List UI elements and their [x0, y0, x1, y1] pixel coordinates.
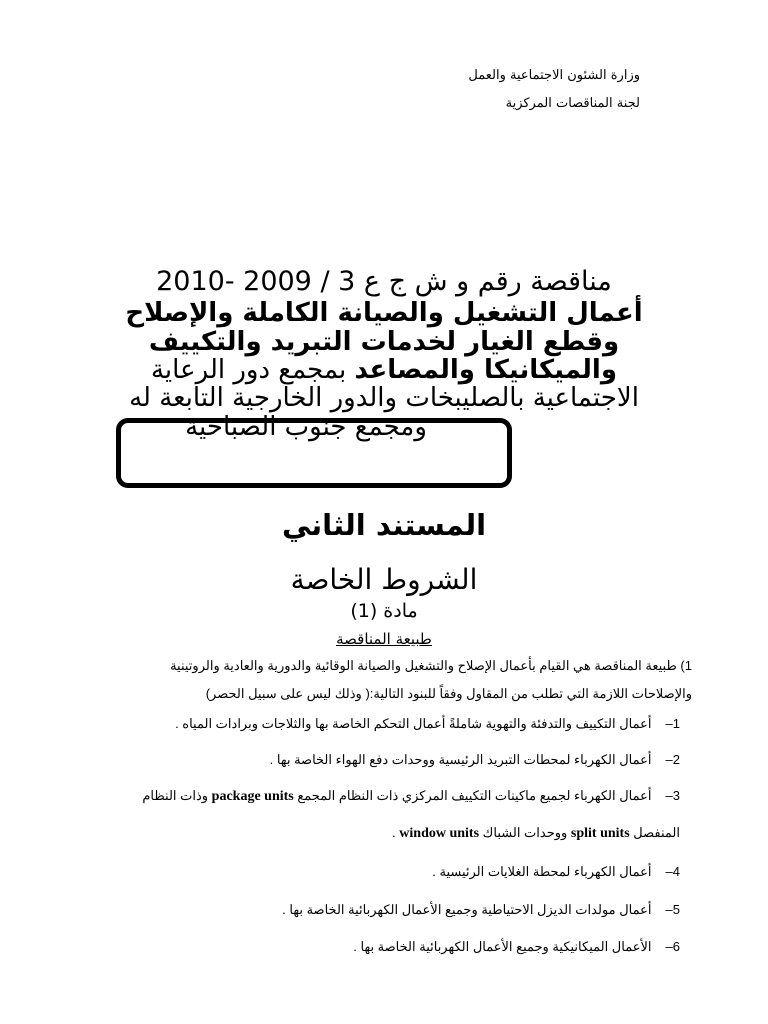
item-number: 4–	[665, 864, 680, 879]
item-text: المنفصل	[629, 825, 680, 840]
intro-line-2: والإصلاحات اللازمة التي تطلب من المقاول وفقاً للبنود التالية:( وذلك ليس على سبيل الحصر)	[205, 686, 692, 701]
list-item	[270, 752, 680, 768]
tender-title-line-1: أعمال التشغيل والصيانة الكاملة والإصلاح	[125, 298, 643, 328]
list-item	[353, 939, 680, 955]
item-number: 2–	[665, 752, 680, 767]
list-item	[432, 864, 680, 880]
item-latin-term: split units	[570, 826, 630, 841]
item-text: الأعمال الميكانيكية وجميع الأعمال الكهربائية الخاصة بها .	[353, 939, 652, 954]
list-item-continuation	[392, 825, 680, 842]
list-item	[142, 788, 680, 805]
tender-title-line-3: والميكانيكا والمصاعد بمجمع دور الرعاية	[150, 355, 618, 385]
conditions-title: الشروط الخاصة	[290, 563, 478, 596]
list-item	[175, 716, 680, 732]
item-latin-term: window units	[399, 826, 480, 841]
item-text: وذات النظام	[142, 788, 212, 803]
intro-line-1: 1) طبيعة المناقصة هي القيام بأعمال الإصلاح والتشغيل والصيانة الوقائية والدورية والعادية والروتينية	[170, 658, 692, 673]
item-number: 5–	[665, 902, 680, 917]
section-heading: طبيعة المناقصة	[336, 630, 432, 648]
committee-name: لجنة المناقصات المركزية	[505, 96, 640, 111]
tender-title-line-4: الاجتماعية بالصليبخات والدور الخارجية التابعة له	[129, 383, 639, 413]
tender-title-line-5: ومجمع جنوب الصباحية	[185, 412, 427, 442]
item-text: .	[392, 825, 400, 840]
item-latin-term: package units	[211, 789, 294, 804]
item-number: 6–	[665, 939, 680, 954]
tender-number: مناقصة رقم و ش ج ع 3 / 2009 -2010	[156, 266, 612, 297]
document-title: المستند الثاني	[281, 508, 487, 542]
item-text: أعمال الكهرباء لمحطات التبريد الرئيسية ووحدات دفع الهواء الخاصة بها .	[269, 752, 652, 767]
item-text: أعمال التكييف والتدفئة والتهوية شاملةً أعمال التحكم الخاصة بها والثلاجات وبرادات المياه .	[175, 716, 652, 731]
item-number: 1–	[665, 716, 680, 731]
item-number: 3–	[665, 788, 680, 803]
item-text: أعمال مولدات الديزل الاحتياطية وجميع الأعمال الكهربائية الخاصة بها .	[282, 902, 652, 917]
list-item	[282, 902, 680, 918]
article-number: مادة (1)	[350, 600, 418, 622]
ministry-name: وزارة الشئون الاجتماعية والعمل	[468, 68, 640, 83]
item-text: أعمال الكهرباء لجميع ماكينات التكييف المركزي ذات النظام المجمع	[293, 788, 652, 803]
item-text: أعمال الكهرباء لمحطة الغلايات الرئيسية .	[432, 864, 652, 879]
item-text: ووحدات الشباك	[479, 825, 571, 840]
tender-title-line-2: وقطع الغيار لخدمات التبريد والتكييف	[148, 327, 620, 357]
